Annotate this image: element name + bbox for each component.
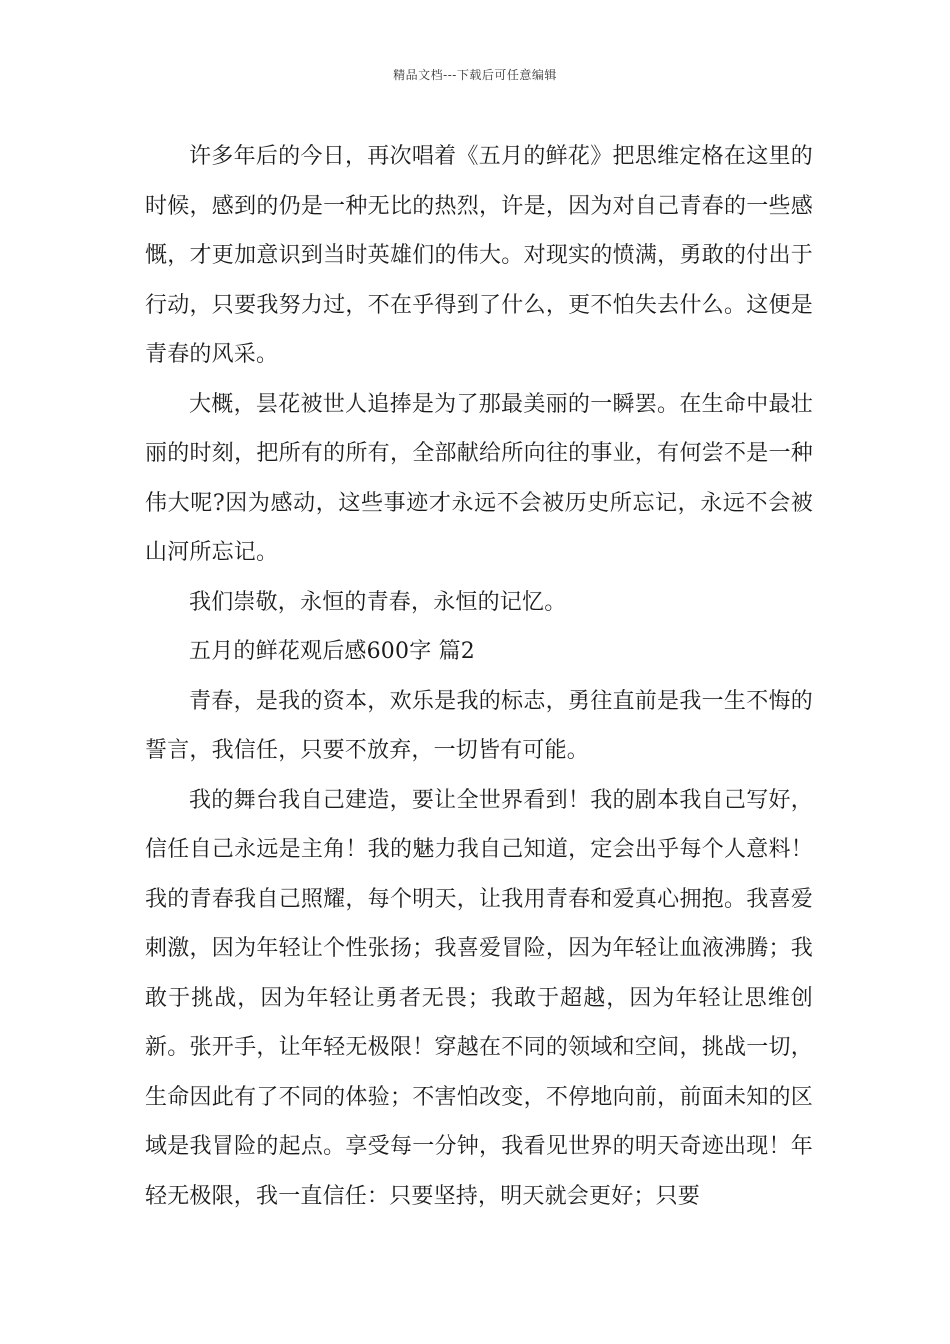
paragraph: 青春，是我的资本，欢乐是我的标志，勇往直前是我一生不悔的誓言，我信任，只要不放弃，一切皆有可能。	[145, 688, 813, 763]
paragraph: 大概，昙花被世人追捧是为了那最美丽的一瞬罢。在生命中最壮丽的时刻，把所有的所有，全部献给所向往的事业，有何尝不是一种伟大呢?因为感动，这些事迹才永远不会被历史所忘记，永远不会被山河所忘记。	[145, 391, 813, 565]
section-heading: 五月的鲜花观后感600字 篇2	[189, 639, 475, 664]
page-header: 精品文档---下载后可任意编辑	[393, 68, 557, 82]
paragraph: 我的舞台我自己建造，要让全世界看到！我的剧本我自己写好，信任自己永远是主角！我的魅力我自己知道，定会出乎每个人意料！我的青春我自己照耀，每个明天，让我用青春和爱真心拥抱。我喜爱刺激，因为年轻让个性张扬；我喜爱冒险，因为年轻让血液沸腾；我敢于挑战，因为年轻让勇者无畏；我敢于超越，因为年轻让思维创新。张开手，让年轻无极限！穿越在不同的领域和空间，挑战一切，生命因此有了不同的体验；不害怕改变，不停地向前，前面未知的区域是我冒险的起点。享受每一分钟，我看见世界的明天奇迹出现！年轻无极限，我一直信任：只要坚持，明天就会更好；只要	[145, 787, 813, 1209]
document-body	[145, 132, 813, 1221]
paragraph: 我们崇敬，永恒的青春，永恒的记忆。	[189, 589, 567, 615]
paragraph: 许多年后的今日，再次唱着《五月的鲜花》把思维定格在这里的时候，感到的仍是一种无比的热烈，许是，因为对自己青春的一些感慨，才更加意识到当时英雄们的伟大。对现实的愤满，勇敢的付出于行动，只要我努力过，不在乎得到了什么，更不怕失去什么。这便是青春的风采。	[145, 144, 813, 367]
